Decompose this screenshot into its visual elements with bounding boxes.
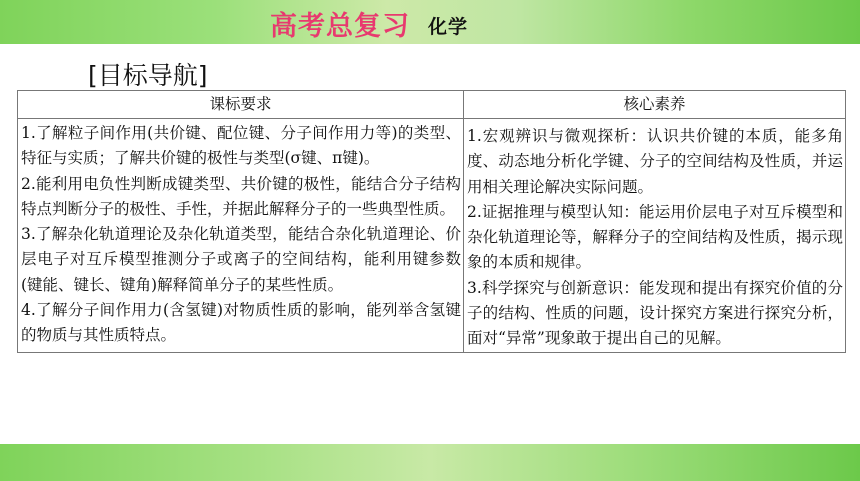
table-row [18,119,846,353]
requirement-item-2: 2.能利用电负性判断成键类型、共价键的极性，能结合分子结构特点判断分子的极性、手性，并据此解释分子的一些典型性质。 [21,174,461,218]
header-banner [0,0,860,44]
header-title: 高考总复习 [270,10,410,42]
section-heading: [目标导航] [88,61,208,90]
literacy-item-1: 1.宏观辨识与微观探析：认识共价键的本质，能多角度、动态地分析化学键、分子的空间结构及性质，并运用相关理论解决实际问题。 [467,127,843,196]
table-header-row [18,91,846,119]
header-title-group [270,5,468,41]
requirement-item-1: 1.了解粒子间作用(共价键、配位键、分子间作用力等)的类型、特征与实质；了解共价键的极性与类型(σ键、π键)。 [21,124,461,168]
column-header-literacy: 核心素养 [464,91,846,119]
literacy-item-2: 2.证据推理与模型认知：能运用价层电子对互斥模型和杂化轨道理论等，解释分子的空间结构及性质，揭示现象的本质和规律。 [467,202,843,272]
column-header-requirements: 课标要求 [18,91,464,119]
requirements-cell [18,119,464,353]
footer-banner [0,444,860,481]
objectives-table [17,90,846,353]
header-subject: 化学 [428,15,469,38]
literacy-cell [464,119,846,353]
literacy-item-3: 3.科学探究与创新意识：能发现和提出有探究价值的分子的结构、性质的问题，设计探究方案进行探究分析，面对“异常”现象敢于提出自己的见解。 [467,278,843,348]
requirement-item-3: 3.了解杂化轨道理论及杂化轨道类型，能结合杂化轨道理论、价层电子对互斥模型推测分子或离子的空间结构，能利用键参数(键能、键长、键角)解释简单分子的某些性质。 [21,225,461,294]
requirement-item-4: 4.了解分子间作用力(含氢键)对物质性质的影响，能列举含氢键的物质与其性质特点。 [21,301,461,345]
